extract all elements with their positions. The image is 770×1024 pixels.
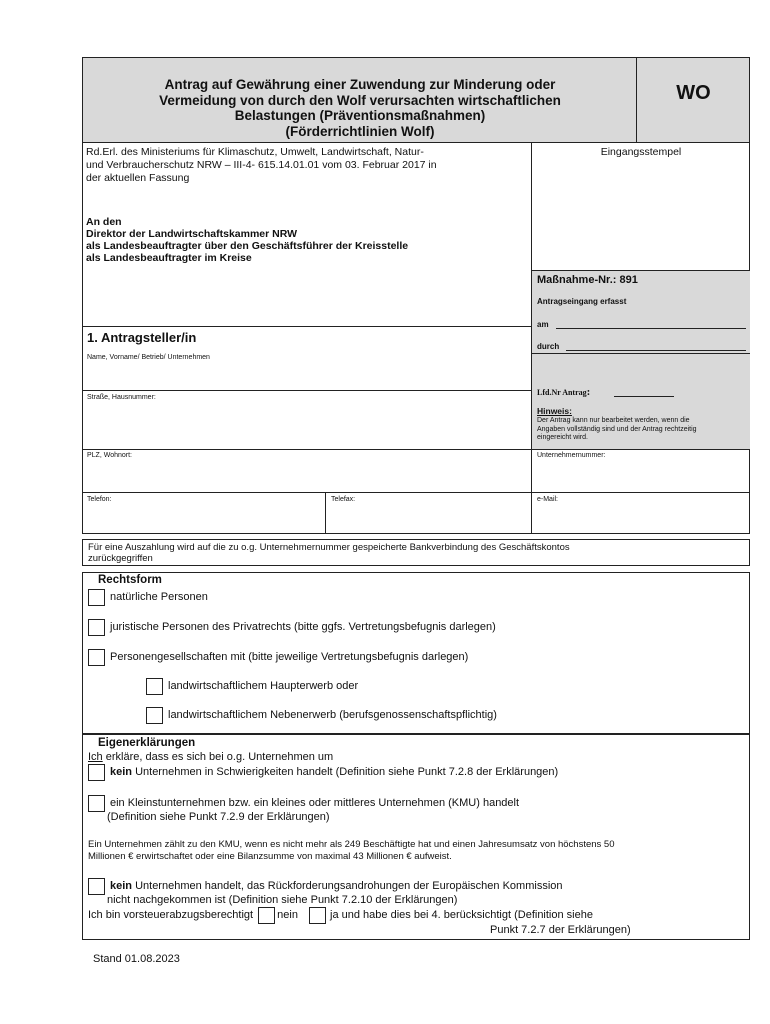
vorsteuer-label: Ich bin vorsteuerabzugsberechtigt <box>88 909 254 921</box>
massnahme-nr: Maßnahme-Nr.: 891 <box>537 274 638 286</box>
erklaerung-rueckforderung-line2: nicht nachgekommen ist (Definition siehe Punkt 7.2.10 der Erklärungen) <box>107 894 458 906</box>
telefon-field-label: Telefon: <box>87 496 112 503</box>
telefax-field[interactable] <box>327 504 530 532</box>
street-field[interactable] <box>83 402 530 448</box>
name-field-label: Name, Vorname/ Betrieb/ Unternehmen <box>87 354 210 361</box>
address-line: als Landesbeauftragter im Kreise <box>86 252 252 264</box>
bank-notice-line: Für eine Auszahlung wird auf die zu o.g. Unternehmernummer gespeicherte Bankverbindung des Geschäftskontos <box>88 542 570 553</box>
kmu-definition <box>88 839 748 863</box>
vorsteuer-row <box>88 907 593 924</box>
address-line: An den <box>86 216 122 228</box>
address-line: Direktor der Landwirtschaftskammer NRW <box>86 228 298 240</box>
kmu-definition-line: Millionen € erwirtschaftet oder eine Bilanzsumme von maximal 43 Millionen € aufweist. <box>88 851 452 862</box>
stamp-label: Eingangsstempel <box>600 146 682 158</box>
vorsteuer-ja-label: ja und habe dies bei 4. berücksichtigt (Definition siehe <box>330 909 593 921</box>
legal-reference-line: und Verbraucherschutz NRW – III-4- 615.14.01.01 vom 03. Februar 2017 in <box>86 159 437 171</box>
lfd-nr-colon: : <box>586 386 591 398</box>
am-label: am <box>537 320 549 329</box>
intro-ich: Ich <box>88 751 103 763</box>
hinweis-line: Der Antrag kann nur bearbeitet werden, wenn die <box>537 417 690 424</box>
lfd-nr-line <box>614 396 674 397</box>
checkbox-kein-schwierigkeiten[interactable] <box>88 764 105 781</box>
rechtsform-option-nebenerwerb[interactable] <box>146 707 497 724</box>
erklaerung-kein-schwierigkeiten[interactable] <box>88 764 558 781</box>
option-label: natürliche Personen <box>110 591 208 603</box>
rechtsform-option-personengesellschaft[interactable] <box>88 649 468 666</box>
erklaerung-kmu[interactable] <box>88 795 519 812</box>
hinweis-text <box>537 417 749 443</box>
vorsteuer-ja-line2: Punkt 7.2.7 der Erklärungen) <box>490 924 631 936</box>
bank-notice-line: zurückgegriffen <box>88 553 153 564</box>
rechtsform-option-juristisch[interactable] <box>88 619 496 636</box>
checkbox-juristisch[interactable] <box>88 619 105 636</box>
form-title-line: Antrag auf Gewährung einer Zuwendung zur Minderung oder <box>164 77 556 92</box>
form-title <box>90 77 630 139</box>
plz-field-label: PLZ, Wohnort: <box>87 452 133 459</box>
recipient-address <box>86 216 526 264</box>
telefon-field[interactable] <box>83 504 324 532</box>
intro-text: erkläre, dass es sich bei o.g. Unternehmen um <box>102 751 334 763</box>
unternehmer-field[interactable] <box>533 460 749 490</box>
address-line: als Landesbeauftragter über den Geschäftsführer der Kreisstelle <box>86 240 409 252</box>
hinweis-line: eingereicht wird. <box>537 434 588 442</box>
checkbox-vorsteuer-ja[interactable] <box>309 907 326 924</box>
telefax-divider <box>325 492 326 534</box>
vorsteuer-nein-label: nein <box>277 909 298 921</box>
durch-label: durch <box>537 342 560 351</box>
erklaerung-kein: kein <box>110 880 133 892</box>
applicant-section-title: 1. Antragsteller/in <box>87 330 197 345</box>
contact-divider <box>82 492 750 493</box>
legal-reference-line: der aktuellen Fassung <box>86 172 190 184</box>
street-divider <box>82 390 531 391</box>
plz-field[interactable] <box>83 460 530 490</box>
erklaerung-text: Unternehmen in Schwierigkeiten handelt (Definition siehe Punkt 7.2.8 der Erklärungen) <box>132 766 559 778</box>
legal-reference-line: Rd.Erl. des Ministeriums für Klimaschutz, Umwelt, Landwirtschaft, Natur- <box>86 146 424 158</box>
antragseingang-label: Antragseingang erfasst <box>537 297 627 306</box>
rechtsform-option-haupterwerb[interactable] <box>146 678 358 695</box>
applicant-section-divider <box>82 326 531 327</box>
bank-notice <box>88 542 748 564</box>
email-field[interactable] <box>533 504 749 532</box>
eigenerklaerungen-title: Eigenerklärungen <box>98 737 196 749</box>
option-label: landwirtschaftlichem Nebenerwerb (berufsgenossenschaftspflichtig) <box>168 709 497 721</box>
checkbox-kein-rueckforderung[interactable] <box>88 878 105 895</box>
form-title-line: Belastungen (Präventionsmaßnahmen) <box>234 108 486 123</box>
stand-date: Stand 01.08.2023 <box>93 953 180 965</box>
am-line <box>556 328 746 329</box>
name-field[interactable] <box>83 362 530 390</box>
form-title-line: (Förderrichtlinien Wolf) <box>285 123 435 139</box>
erklaerung-kein: kein <box>110 766 133 778</box>
checkbox-vorsteuer-nein[interactable] <box>258 907 275 924</box>
plz-divider <box>82 449 750 450</box>
checkbox-haupterwerb[interactable] <box>146 678 163 695</box>
unternehmer-field-label: Unternehmernummer: <box>537 452 606 459</box>
legal-reference <box>86 146 526 185</box>
erklaerung-kein-rueckforderung[interactable] <box>88 878 563 895</box>
eigenerklaerungen-intro <box>88 751 333 764</box>
option-label: juristische Personen des Privatrechts (bitte ggfs. Vertretungsbefugnis darlegen) <box>110 621 496 633</box>
form-code: WO <box>676 82 711 104</box>
kmu-definition-line: Ein Unternehmen zählt zu den KMU, wenn es nicht mehr als 249 Beschäftigte hat und einen Jahresumsatz von höchstens 50 <box>88 839 615 850</box>
checkbox-kmu[interactable] <box>88 795 105 812</box>
checkbox-personengesellschaft[interactable] <box>88 649 105 666</box>
erklaerung-text: ein Kleinstunternehmen bzw. ein kleines oder mittleres Unternehmen (KMU) handelt <box>110 797 520 809</box>
telefax-field-label: Telefax: <box>331 496 356 503</box>
erklaerung-text: Unternehmen handelt, das Rückforderungsandrohungen der Europäischen Kommission <box>132 880 563 892</box>
rechtsform-option-natuerlich[interactable] <box>88 589 208 606</box>
hinweis-title: Hinweis: <box>537 406 572 416</box>
hinweis-line: Angaben vollständig sind und der Antrag rechtzeitig <box>537 425 697 433</box>
option-label: Personengesellschaften mit (bitte jeweilige Vertretungsbefugnis darlegen) <box>110 651 469 663</box>
erklaerung-kmu-line2: (Definition siehe Punkt 7.2.9 der Erklärungen) <box>107 811 330 823</box>
lfd-nr-text: Lfd.Nr Antrag <box>537 388 587 397</box>
durch-line <box>566 350 746 351</box>
checkbox-nebenerwerb[interactable] <box>146 707 163 724</box>
email-field-label: e-Mail: <box>537 496 559 503</box>
form-title-line: Vermeidung von durch den Wolf verursachten wirtschaftlichen <box>159 92 561 108</box>
street-field-label: Straße, Hausnummer: <box>87 394 156 401</box>
rechtsform-title: Rechtsform <box>98 574 162 586</box>
checkbox-natuerlich[interactable] <box>88 589 105 606</box>
option-label: landwirtschaftlichem Haupterwerb oder <box>168 680 359 692</box>
lfd-nr-label <box>537 386 590 398</box>
office-divider <box>532 353 750 354</box>
